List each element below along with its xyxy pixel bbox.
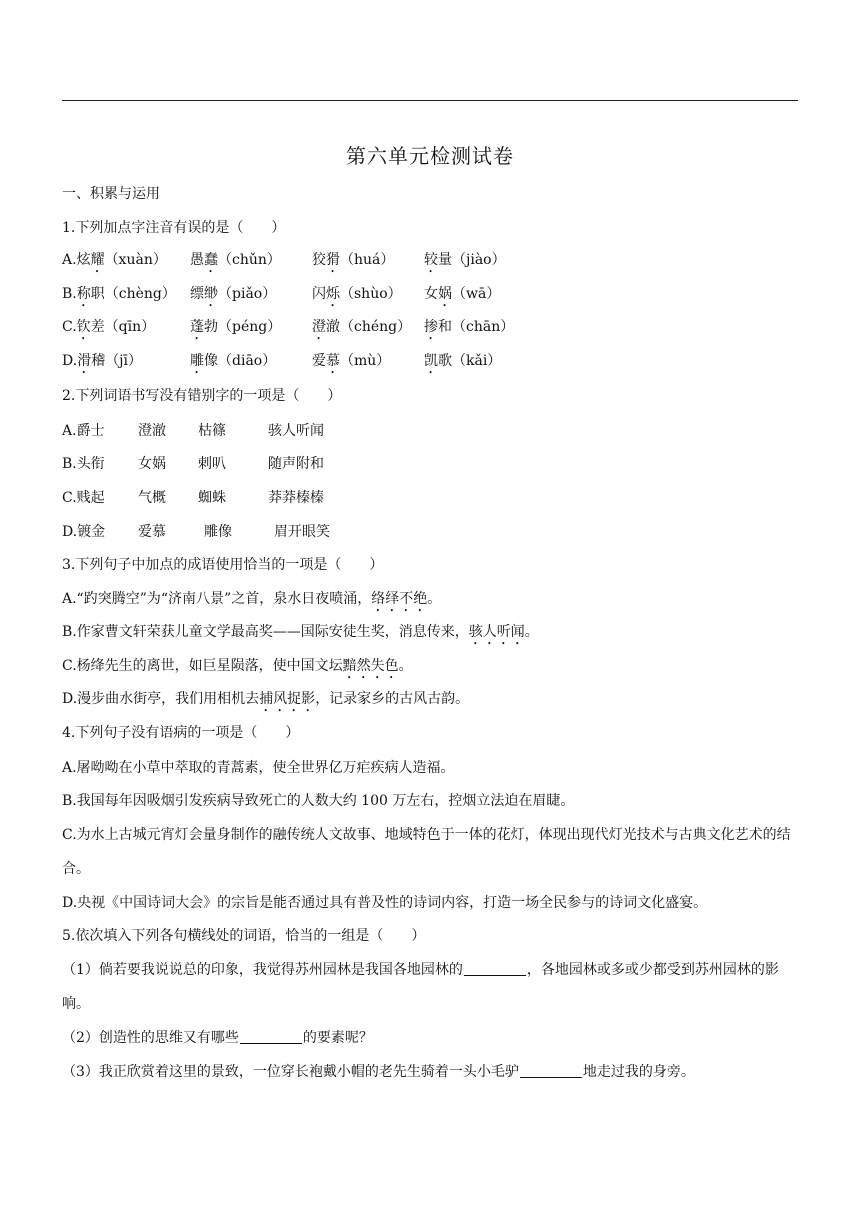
dotted-character: 缈 [204, 286, 218, 302]
q5-blank-2 [240, 1029, 302, 1044]
word-text: 雕像 [204, 524, 232, 540]
q5-s1-pre: （1）倘若要我说说总的印象，我觉得苏州园林是我国各地园林的 [62, 962, 463, 978]
word-part: 闪 [312, 286, 326, 302]
q2-word [138, 488, 166, 508]
q1-option-item [190, 317, 281, 343]
word-part: 炫 [76, 252, 91, 268]
option-label: A. [62, 423, 77, 439]
q1-stem: 1.下列加点字注音有误的是（ ） [62, 220, 286, 236]
pinyin-text: （chǔn） [218, 252, 281, 268]
q3-a-pre: A.“趵突腾空”为“济南八景”之首，泉水日夜喷涌， [62, 591, 372, 607]
q2-word [198, 454, 226, 474]
word-part: 和 [438, 319, 452, 335]
header-rule [62, 100, 798, 101]
dotted-character: 凯 [424, 353, 438, 369]
pinyin-text: （péng） [218, 319, 282, 335]
pinyin-text: （kǎi） [452, 353, 502, 369]
dotted-character: 雕 [190, 353, 204, 369]
pinyin-text: （chèng） [104, 286, 176, 302]
q2-word [62, 421, 105, 441]
q5-s2-post: 的要素呢？ [302, 1030, 373, 1046]
q4-option-b: B.我国每年因吸烟引发疾病导致死亡的人数大约 100 万左右，控烟立法迫在眉睫。 [62, 793, 575, 809]
q3-option-a [62, 589, 441, 615]
word-part: 勃 [204, 319, 218, 335]
pinyin-text: （chān） [452, 319, 515, 335]
q3-b-post: 。 [524, 624, 539, 640]
option-label: B. [62, 286, 77, 302]
q4-stem: 4.下列句子没有语病的一项是（ ） [62, 725, 300, 741]
dotted-character: 娲 [438, 286, 452, 302]
word-text: 女娲 [138, 456, 166, 472]
dotted-character: 耀 [90, 252, 105, 268]
q2-word [268, 488, 324, 508]
q5-sentence-3 [62, 1062, 695, 1082]
dotted-character: 蠢 [204, 252, 218, 268]
word-text: 枯篠 [198, 423, 226, 439]
pinyin-text: （huá） [340, 252, 395, 268]
q5-s3-post: 地走过我的身旁。 [582, 1064, 695, 1080]
word-text: 眉开眼笑 [274, 524, 330, 540]
q1-option-item [424, 351, 501, 377]
q2-word [198, 421, 226, 441]
q1-option-item [190, 351, 276, 377]
word-part: 缥 [190, 286, 204, 302]
q2-word [62, 454, 105, 474]
q3-a-post: 。 [427, 591, 442, 607]
pinyin-text: （shùo） [340, 286, 402, 302]
page-title: 第六单元检测试卷 [346, 144, 514, 168]
q1-option-item [424, 317, 514, 343]
section-heading: 一、积累与运用 [62, 186, 160, 202]
word-part: 狡 [312, 252, 326, 268]
q1-option-item [312, 317, 411, 343]
word-part: 澈 [326, 319, 340, 335]
word-text: 蜘蛛 [198, 490, 226, 506]
q4-option-c: C.为水上古城元宵灯会量身制作的融传统人文故事、地域特色于一体的花灯，体现出现代灯光技术与古典文化艺术的结合。 [62, 827, 791, 877]
q1-option-item [312, 351, 390, 377]
q2-word [138, 522, 166, 542]
q3-c-pre: C.杨绛先生的离世，如巨星陨落，使中国文坛 [62, 658, 343, 674]
dotted-character: 澄 [312, 319, 326, 335]
q3-c-post: 。 [398, 658, 413, 674]
word-part: 稽 [91, 353, 106, 369]
q1-option-item [190, 284, 276, 310]
q2-word [274, 522, 330, 542]
word-part: 量 [438, 252, 452, 268]
q5-s2-pre: （2）创造性的思维又有哪些 [62, 1030, 239, 1046]
q3-a-dotted: 络绎不绝 [371, 591, 428, 607]
word-part: 职 [90, 286, 105, 302]
q2-word [268, 421, 324, 441]
option-label: C. [62, 490, 77, 506]
option-label: D. [62, 353, 78, 369]
word-text: 随声附和 [268, 456, 324, 472]
dotted-character: 掺 [424, 319, 438, 335]
word-part: 歌 [438, 353, 452, 369]
pinyin-text: （diāo） [218, 353, 277, 369]
q2-word [62, 522, 105, 542]
q1-option-item [62, 351, 142, 377]
q5-stem: 5.依次填入下列各句横线处的词语，恰当的一组是（ ） [62, 928, 426, 944]
word-text: 头衔 [76, 456, 105, 472]
dotted-character: 慕 [326, 353, 340, 369]
q1-option-item [312, 284, 402, 310]
q2-word [62, 488, 105, 508]
q5-sentence-2 [62, 1028, 373, 1048]
q3-d-post: ，记录家乡的古风古韵。 [315, 691, 470, 707]
word-part: 女 [424, 286, 438, 302]
pinyin-text: （piǎo） [218, 286, 277, 302]
q2-stem: 2.下列词语书写没有错别字的一项是（ ） [62, 388, 342, 404]
dotted-character: 猾 [326, 252, 340, 268]
q3-c-dotted: 黯然失色 [342, 658, 399, 674]
option-label: B. [62, 456, 77, 472]
q1-option-item [312, 250, 394, 276]
pinyin-text: （chéng） [340, 319, 412, 335]
pinyin-text: （jī） [105, 353, 143, 369]
dotted-character: 蓬 [190, 319, 204, 335]
q5-s3-pre: （3）我正欣赏着这里的景致，一位穿长袍戴小帽的老先生骑着一头小毛驴 [62, 1064, 519, 1080]
q2-word [268, 454, 324, 474]
option-label: A. [62, 252, 77, 268]
word-part: 像 [204, 353, 218, 369]
q2-word [198, 488, 226, 508]
q3-d-dotted: 捕风捉影 [259, 691, 316, 707]
word-part: 爱 [312, 353, 326, 369]
q4-option-a: A.屠呦呦在小草中萃取的青蒿素，使全世界亿万疟疾病人造福。 [62, 760, 455, 776]
pinyin-text: （qīn） [104, 319, 156, 335]
word-part: 愚 [190, 252, 204, 268]
q2-word [138, 421, 166, 441]
q5-s1-post: ，各地园林或多或少都受到苏州园林的影响。 [62, 962, 779, 1012]
word-text: 剌叭 [198, 456, 226, 472]
q1-option-item [62, 284, 176, 310]
pinyin-text: （xuàn） [104, 252, 167, 268]
word-text: 莽莽榛榛 [268, 490, 324, 506]
word-text: 骇人听闻 [268, 423, 324, 439]
dotted-character: 滑 [77, 353, 92, 369]
q3-b-pre: B.作家曹文轩荣获儿童文学最高奖——国际安徒生奖，消息传来， [62, 624, 469, 640]
option-label: D. [62, 524, 78, 540]
q2-word [204, 522, 232, 542]
option-label: C. [62, 319, 77, 335]
pinyin-text: （jiào） [452, 252, 506, 268]
dotted-character: 钦 [76, 319, 91, 335]
dotted-character: 烁 [326, 286, 340, 302]
q1-option-item [190, 250, 281, 276]
pinyin-text: （wā） [452, 286, 501, 302]
dotted-character: 较 [424, 252, 438, 268]
q1-option-item [424, 284, 500, 310]
word-text: 镀金 [77, 524, 106, 540]
word-text: 贱起 [76, 490, 105, 506]
q2-word [138, 454, 166, 474]
q3-option-b [62, 622, 539, 648]
q3-d-pre: D.漫步曲水街亭，我们用相机去 [62, 691, 260, 707]
word-part: 差 [90, 319, 105, 335]
q3-option-d [62, 689, 469, 715]
word-text: 气概 [138, 490, 166, 506]
q3-b-dotted: 骇人听闻 [468, 624, 525, 640]
q1-option-item [424, 250, 506, 276]
q5-blank-3 [520, 1063, 582, 1078]
word-text: 澄澈 [138, 423, 166, 439]
word-text: 爱慕 [138, 524, 166, 540]
q5-blank-1 [464, 961, 526, 976]
pinyin-text: （mù） [340, 353, 391, 369]
q1-option-item [62, 317, 155, 343]
q3-option-c [62, 656, 413, 682]
q1-option-item [62, 250, 167, 276]
q3-stem: 3.下列句子中加点的成语使用恰当的一项是（ ） [62, 557, 384, 573]
dotted-character: 称 [76, 286, 91, 302]
q4-option-d: D.央视《中国诗词大会》的宗旨是能否通过具有普及性的诗词内容，打造一场全民参与的诗词文化盛宴。 [62, 895, 708, 911]
q5-sentence-1 [62, 953, 800, 1021]
word-text: 爵士 [76, 423, 105, 439]
